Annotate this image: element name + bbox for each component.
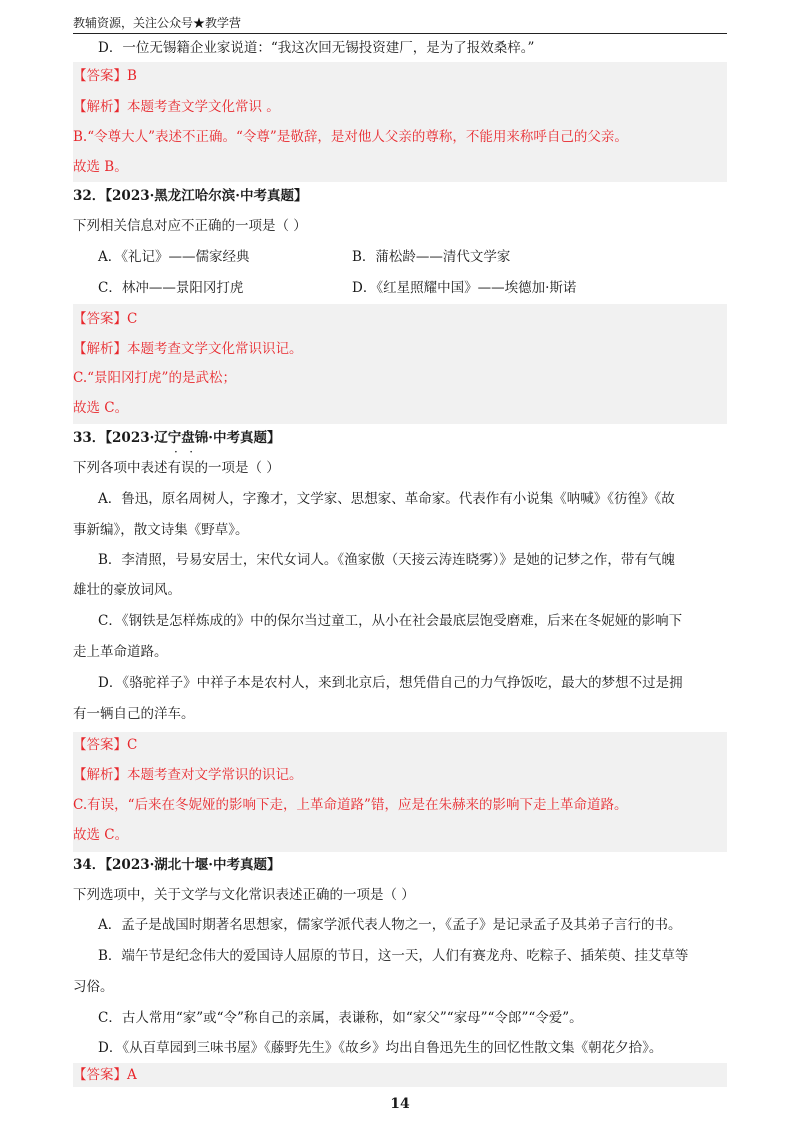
q33-detail: C.有误，“后来在冬妮娅的影响下走，上革命道路”错，应是在朱赫来的影响下走上革命道路。 [73,797,628,813]
q33-heading: 33．【2023·辽宁盘锦·中考真题】 [73,430,281,446]
emphasis-dots: · · [174,445,194,459]
q32-analysis: 【解析】本题考查文学文化常识识记。 [73,341,303,357]
q31-detail: B.“令尊大人”表述不正确。“令尊”是敬辞，是对他人父亲的尊称，不能用来称呼自己的父亲。 [73,129,628,145]
q33-option-d-line2: 有一辆自己的洋车。 [73,706,195,722]
q31-answer-block [73,62,727,182]
q31-analysis: 【解析】本题考查文学文化常识 。 [73,99,280,115]
q31-conclusion: 故选 B。 [73,159,128,175]
q31-answer: 【答案】B [73,68,137,84]
q33-option-d-line1: D．《骆驼祥子》中祥子本是农村人，来到北京后，想凭借自己的力气挣饭吃，最大的梦想不过是拥 [98,675,683,691]
q32-stem: 下列相关信息对应不正确的一项是（ ） [73,218,307,234]
q32-conclusion: 故选 C。 [73,400,129,416]
q33-option-c-line1: C．《钢铁是怎样炼成的》中的保尔当过童工，从小在社会最底层饱受磨难，后来在冬妮娅的影响下 [98,613,683,629]
page-header: 教辅资源，关注公众号★教学营 [73,14,727,34]
q32-option-d: D．《红星照耀中国》——埃德加·斯诺 [352,280,577,296]
q34-option-a: A．孟子是战国时期著名思想家，儒家学派代表人物之一，《孟子》是记录孟子及其弟子言行的书。 [98,917,682,933]
q32-detail: C.“景阳冈打虎”的是武松； [73,370,236,386]
q33-answer: 【答案】C [73,737,138,753]
q34-stem: 下列选项中，关于文学与文化常识表述正确的一项是（ ） [73,887,415,903]
q34-heading: 34．【2023·湖北十堰·中考真题】 [73,857,281,873]
q33-option-b-line2: 雄壮的豪放词风。 [73,582,181,598]
q34-answer-block [73,1063,727,1087]
q32-heading: 32．【2023·黑龙江哈尔滨·中考真题】 [73,188,308,204]
q32-option-c: C．林冲——景阳冈打虎 [98,280,244,296]
q34-option-c: C．古人常用“家”或“令”称自己的亲属，表谦称，如“家父”“家母”“令郎”“令爱”。 [98,1010,583,1026]
q33-option-c-line2: 走上革命道路。 [73,644,168,660]
q34-option-b-line2: 习俗。 [73,979,114,995]
q33-analysis: 【解析】本题考查对文学常识的识记。 [73,767,303,783]
page-number: 14 [390,1096,410,1112]
q32-option-b: B．蒲松龄——清代文学家 [352,249,511,265]
q34-option-b-line1: B．端午节是纪念伟大的爱国诗人屈原的节日，这一天，人们有赛龙舟、吃粽子、插茱萸、挂艾草等 [98,948,689,964]
q33-option-b-line1: B．李清照，号易安居士，宋代女词人。《渔家傲（天接云涛连晓雾）》是她的记梦之作，带有气魄 [98,552,675,568]
q33-answer-block [73,732,727,852]
q32-answer: 【答案】C [73,311,138,327]
q32-option-a: A．《礼记》——儒家经典 [98,249,250,265]
q33-option-a-line1: A．鲁迅，原名周树人，字豫才，文学家、思想家、革命家。代表作有小说集《呐喊》《彷徨》《故 [98,491,675,507]
q34-answer: 【答案】A [73,1067,137,1083]
q32-answer-block [73,304,727,424]
q31-option-d: D．一位无锡籍企业家说道：“我这次回无锡投资建厂，是为了报效桑梓。” [98,40,535,56]
q33-stem: 下列各项中表述有误的一项是（ ） [73,460,280,476]
q33-option-a-line2: 事新编》，散文诗集《野草》。 [73,522,249,538]
q33-conclusion: 故选 C。 [73,827,129,843]
q34-option-d: D．《从百草园到三味书屋》《藤野先生》《故乡》均出自鲁迅先生的回忆性散文集《朝花夕拾》。 [98,1040,663,1056]
